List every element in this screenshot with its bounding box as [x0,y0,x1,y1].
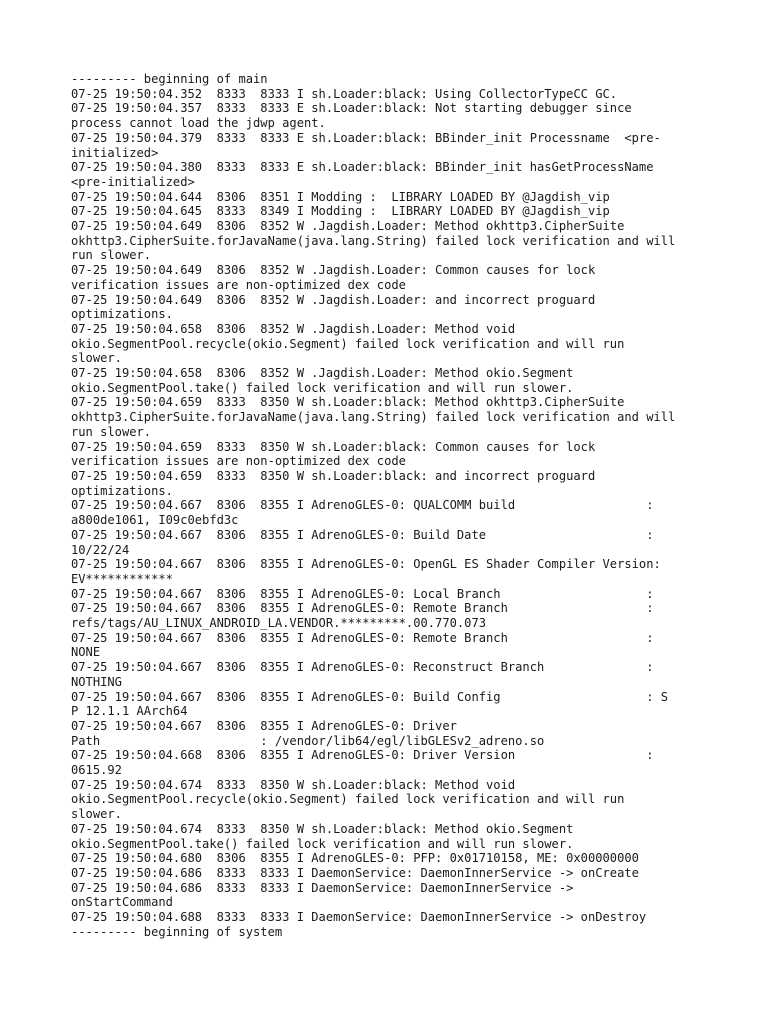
log-line: 07-25 19:50:04.667 8306 8355 I AdrenoGLES-0: QUALCOMM build : [71,498,654,513]
log-line: initialized> [71,145,159,160]
log-line: optimizations. [71,307,173,322]
log-line: 10/22/24 [71,542,130,557]
log-line: Path : /vendor/lib64/egl/libGLESv2_adreno.so [71,733,545,748]
log-line: 07-25 19:50:04.659 8333 8350 W sh.Loader:black: Common causes for lock [71,439,596,454]
log-line: 07-25 19:50:04.680 8306 8355 I AdrenoGLES-0: PFP: 0x01710158, ME: 0x00000000 [71,851,639,866]
log-line: slower. [71,351,122,366]
log-line: okio.SegmentPool.recycle(okio.Segment) failed lock verification and will run [71,336,625,351]
log-line: optimizations. [71,483,173,498]
log-line: --------- beginning of system [71,924,283,939]
log-line: slower. [71,807,122,822]
log-line: 07-25 19:50:04.658 8306 8352 W .Jagdish.Loader: Method void [71,321,516,336]
log-line: 07-25 19:50:04.674 8333 8350 W sh.Loader:black: Method void [71,777,516,792]
log-line: <pre-initialized> [71,174,195,189]
log-line: --------- beginning of main [71,72,268,86]
log-line: 0615.92 [71,763,122,778]
log-line: process cannot load the jdwp agent. [71,116,326,131]
log-line: okio.SegmentPool.take() failed lock verification and will run slower. [71,836,574,851]
log-line: 07-25 19:50:04.658 8306 8352 W .Jagdish.Loader: Method okio.Segment [71,366,574,381]
log-line: P 12.1.1 AArch64 [71,704,188,719]
log-line: 07-25 19:50:04.649 8306 8352 W .Jagdish.Loader: and incorrect proguard [71,292,596,307]
log-line: 07-25 19:50:04.659 8333 8350 W sh.Loader:black: Method okhttp3.CipherSuite [71,395,625,410]
log-line: NONE [71,645,101,660]
log-line: a800de1061, I09c0ebfd3c [71,513,239,528]
log-line: verification issues are non-optimized dex code [71,454,406,469]
log-line: run slower. [71,248,152,263]
log-line: 07-25 19:50:04.644 8306 8351 I Modding : LIBRARY LOADED BY @Jagdish_vip [71,189,610,204]
log-line: 07-25 19:50:04.686 8333 8333 I DaemonService: DaemonInnerService -> onCreate [71,865,639,880]
log-line: refs/tags/AU_LINUX_ANDROID_LA.VENDOR.*********.00.770.073 [71,616,487,631]
log-line: 07-25 19:50:04.649 8306 8352 W .Jagdish.Loader: Common causes for lock [71,263,596,278]
log-line: 07-25 19:50:04.667 8306 8355 I AdrenoGLES-0: Build Date : [71,527,654,542]
log-line: okio.SegmentPool.recycle(okio.Segment) failed lock verification and will run [71,792,625,807]
log-line: run slower. [71,424,152,439]
log-line: 07-25 19:50:04.380 8333 8333 E sh.Loader:black: BBinder_init hasGetProcessName [71,160,654,175]
log-line: 07-25 19:50:04.659 8333 8350 W sh.Loader:black: and incorrect proguard [71,468,596,483]
log-line: 07-25 19:50:04.379 8333 8333 E sh.Loader:black: BBinder_init Processname <pre- [71,130,661,145]
log-line: verification issues are non-optimized dex code [71,277,406,292]
log-line: 07-25 19:50:04.352 8333 8333 I sh.Loader:black: Using CollectorTypeCC GC. [71,86,618,101]
log-line: 07-25 19:50:04.645 8333 8349 I Modding : LIBRARY LOADED BY @Jagdish_vip [71,204,610,219]
log-line: okhttp3.CipherSuite.forJavaName(java.lang.String) failed lock verification and will [71,410,676,425]
log-line: onStartCommand [71,895,173,910]
log-line: 07-25 19:50:04.688 8333 8333 I DaemonService: DaemonInnerService -> onDestroy [71,910,647,925]
log-line: 07-25 19:50:04.357 8333 8333 E sh.Loader:black: Not starting debugger since [71,101,632,116]
log-line: 07-25 19:50:04.649 8306 8352 W .Jagdish.Loader: Method okhttp3.CipherSuite [71,219,625,234]
log-line: NOTHING [71,674,122,689]
log-line: okhttp3.CipherSuite.forJavaName(java.lang.String) failed lock verification and will [71,233,676,248]
log-line: 07-25 19:50:04.667 8306 8355 I AdrenoGLES-0: Build Config : S [71,689,669,704]
log-line: 07-25 19:50:04.667 8306 8355 I AdrenoGLES-0: OpenGL ES Shader Compiler Version: [71,557,661,572]
log-line: 07-25 19:50:04.674 8333 8350 W sh.Loader:black: Method okio.Segment [71,821,574,836]
log-line: 07-25 19:50:04.667 8306 8355 I AdrenoGLES-0: Local Branch : [71,586,654,601]
log-line: 07-25 19:50:04.686 8333 8333 I DaemonService: DaemonInnerService -> [71,880,574,895]
log-line: EV************ [71,571,173,586]
log-line: okio.SegmentPool.take() failed lock verification and will run slower. [71,380,574,395]
log-line: 07-25 19:50:04.667 8306 8355 I AdrenoGLES-0: Remote Branch : [71,601,654,616]
log-document [71,72,721,939]
log-line: 07-25 19:50:04.667 8306 8355 I AdrenoGLES-0: Reconstruct Branch : [71,660,654,675]
log-line: 07-25 19:50:04.667 8306 8355 I AdrenoGLES-0: Driver [71,718,457,733]
log-line: 07-25 19:50:04.667 8306 8355 I AdrenoGLES-0: Remote Branch : [71,630,654,645]
log-line: 07-25 19:50:04.668 8306 8355 I AdrenoGLES-0: Driver Version : [71,748,654,763]
